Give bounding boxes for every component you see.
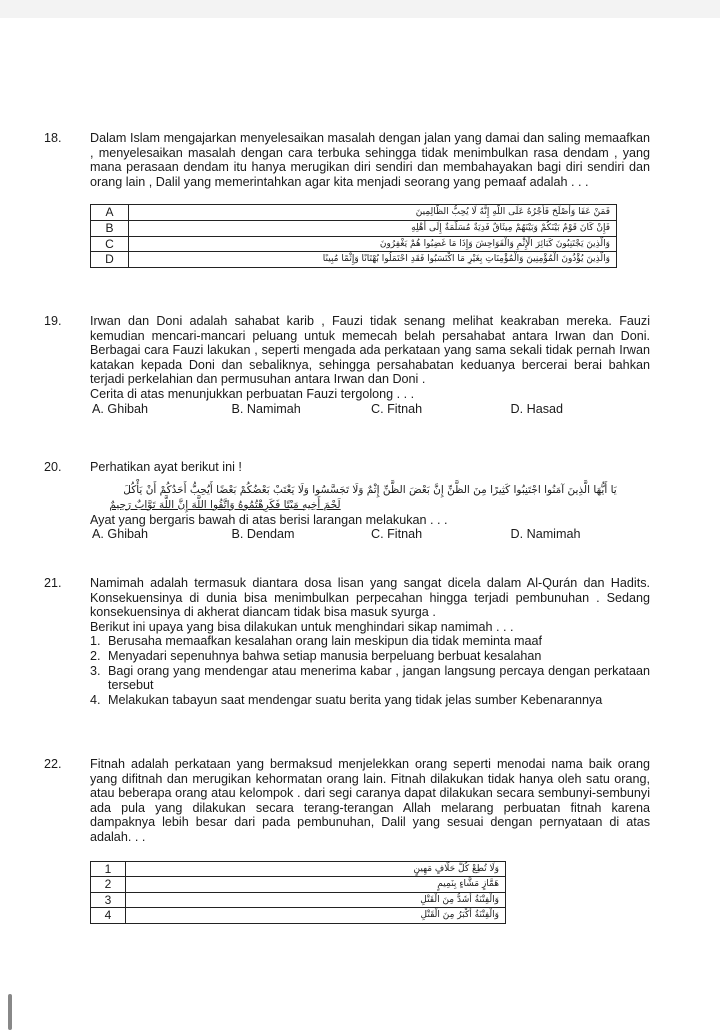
question-prompt: Ayat yang bergaris bawah di atas berisi larangan melakukan . . . (90, 512, 448, 527)
option-label: A (91, 205, 129, 221)
option-arabic-text: وَالْفِتْنَةُ أَشَدُّ مِنَ الْقَتْلِ (126, 892, 506, 908)
option-label: 3 (91, 892, 126, 908)
scroll-indicator[interactable] (8, 994, 12, 1030)
answer-table (90, 204, 617, 267)
option-c[interactable]: C. Fitnah (371, 401, 423, 416)
option-row-b[interactable] (91, 220, 617, 236)
option-label: D (91, 252, 129, 268)
option-label: B (91, 220, 129, 236)
option-row-d[interactable] (91, 252, 617, 268)
question-18 (44, 131, 650, 268)
question-22 (44, 757, 650, 924)
question-text: Dalam Islam mengajarkan menyelesaikan masalah dengan jalan yang damai dan saling memaafkan , menyelesaikan masalah dengan cara terbuka sehingga tidak menimbulkan rasa dendam , yang mana perasaan dendam itu hanya merugikan diri sendiri dan membahayakan bagi diri sendiri dan orang lain , Dalil yang memerintahkan agar kita menjadi seorang yang pemaaf adalah . . . (90, 131, 650, 189)
question-21 (44, 576, 650, 707)
option-a[interactable]: A. Ghibah (92, 527, 149, 542)
option-label: 4 (91, 908, 126, 924)
question-number: 19. (44, 314, 62, 328)
question-20 (44, 460, 650, 542)
quran-verse-line-2: لَحْمَ أَخِيهِ مَيْتًا فَكَرِهْتُمُوهُ وَاتَّقُوا اللَّهَ إِنَّ اللَّهَ تَوَّابٌ رَحِيمٌ (109, 498, 341, 511)
option-row-1[interactable] (91, 861, 506, 877)
option-a[interactable]: A. Ghibah (92, 401, 149, 416)
effort-list (90, 634, 650, 707)
question-number: 20. (44, 460, 62, 474)
option-row-4[interactable] (91, 908, 506, 924)
options-row (90, 402, 650, 417)
question-lead: Berikut ini upaya yang bisa dilakukan untuk menghindari sikap namimah . . . (90, 619, 514, 634)
list-item: 2. Menyadari sepenuhnya bahwa setiap manusia berpeluang berbuat kesalahan (90, 648, 542, 663)
option-arabic-text: فَمَنْ عَفَا وَأَصْلَحَ فَأَجْرُهُ عَلَى اللَّهِ إِنَّهُ لَا يُحِبُّ الظَّالِمِينَ (129, 205, 617, 221)
option-label: C (91, 236, 129, 252)
option-b[interactable]: B. Dendam (231, 527, 295, 542)
options-row (90, 527, 650, 542)
question-prompt: Cerita di atas menunjukkan perbuatan Fauzi tergolong . . . (90, 386, 415, 401)
question-text: Irwan dan Doni adalah sahabat karib , Fauzi tidak senang melihat keakraban mereka. Fauzi kemudian mencari-mancari peluang untuk memecah belah persahabat antara Irwan dan Doni. Berbagai cara Fauzi lakukan , seperti mengada ada perkataan yang sama sekali tidak pernah Irwan katakan kepada Doni dan sebaliknya, sehingga persahabatan keduanya bercerai berai bahkan terjadi perkelahian dan permusuhan antara Irwan dan Doni . (90, 314, 650, 387)
list-item: 3. Bagi orang yang mendengar atau menerima kabar , jangan langsung percaya dengan perkataan tersebut (90, 663, 650, 693)
list-item: 1. Berusaha memaafkan kesalahan orang lain meskipun dia tidak meminta maaf (90, 634, 543, 649)
question-number: 21. (44, 576, 62, 590)
question-number: 18. (44, 131, 62, 145)
option-arabic-text: هَمَّازٍ مَشَّاءٍ بِنَمِيمٍ (126, 877, 506, 893)
option-arabic-text: وَالَّذِينَ يُؤْذُونَ الْمُؤْمِنِينَ وَالْمُؤْمِنَاتِ بِغَيْرِ مَا اكْتَسَبُوا فَقَدِ احْتَمَلُوا بُهْتَانًا وَإِثْمًا مُبِينًا (129, 252, 617, 268)
question-text: Namimah adalah termasuk diantara dosa lisan yang sangat dicela dalam Al-Qurán dan Hadits. Konsekuensinya di dunia bisa menimbulkan perpecahan hingga terjadi pembunuhan . Sedang konsekuensinya di akherat diancam tidak bisa masuk syurga . (90, 576, 650, 620)
option-arabic-text: وَالَّذِينَ يَجْتَنِبُونَ كَبَائِرَ الْإِثْمِ وَالْفَوَاحِشَ وَإِذَا مَا غَضِبُوا هُمْ يَغْفِرُونَ (129, 236, 617, 252)
option-d[interactable]: D. Hasad (510, 401, 563, 416)
option-arabic-text: فَإِنْ كَانَ قَوْمٌ بَيْنَكُمْ وَبَيْنَهُمْ مِيثَاقٌ فَدِيَةٌ مُسَلَّمَةٌ إِلَى أَهْلِهِ (129, 220, 617, 236)
question-text: Fitnah adalah perkataan yang bermaksud menjelekkan orang seperti menodai nama baik orang yang difitnah dan merugikan kehormatan orang lain. Fitnah dilakukan tidak hanya oleh satu orang, atau beberapa orang atau kelompok . dari segi caranya dapat dilakukan secara sembunyi-sembunyi ada pula yang dilakukan secara terang-terangan Allah melarang perbuatan fitnah karena dampaknya lebih besar dari pada pembunuhan, Dalil yang sesuai dengan pernyataan di atas adalah. . . (90, 757, 650, 844)
answer-table (90, 861, 506, 924)
option-label: 2 (91, 877, 126, 893)
option-arabic-text: وَلَا تُطِعْ كُلَّ حَلَّافٍ مَهِينٍ (126, 861, 506, 877)
option-b[interactable]: B. Namimah (231, 401, 301, 416)
question-19 (44, 314, 650, 416)
option-d[interactable]: D. Namimah (510, 527, 581, 542)
option-row-a[interactable] (91, 205, 617, 221)
option-c[interactable]: C. Fitnah (371, 527, 423, 542)
option-row-2[interactable] (91, 877, 506, 893)
option-row-3[interactable] (91, 892, 506, 908)
option-row-c[interactable] (91, 236, 617, 252)
question-number: 22. (44, 757, 62, 771)
option-arabic-text: وَالْفِتْنَةُ أَكْبَرُ مِنَ الْقَتْلِ (126, 908, 506, 924)
quran-verse-line-1: يَا أَيُّهَا الَّذِينَ آمَنُوا اجْتَنِبُوا كَثِيرًا مِنَ الظَّنِّ إِنَّ بَعْضَ الظَّنِّ إِثْمٌ وَلَا تَجَسَّسُوا وَلَا يَغْتَبْ بَعْضُكُمْ بَعْضًا أَيُحِبُّ أَحَدُكُمْ أَنْ يَأْكُلَ (123, 483, 617, 496)
question-intro: Perhatikan ayat berikut ini ! (90, 460, 242, 474)
list-item: 4. Melakukan tabayun saat mendengar suatu berita yang tidak jelas sumber Kebenarannya (90, 692, 603, 707)
option-label: 1 (91, 861, 126, 877)
